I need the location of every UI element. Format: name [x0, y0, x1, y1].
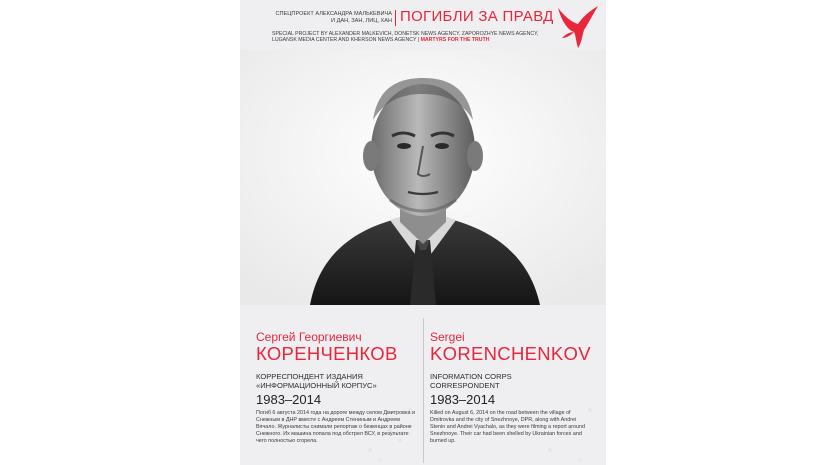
role-en-line-2: CORRESPONDENT — [430, 381, 500, 390]
first-name-ru: Сергей Георгиевич — [256, 330, 362, 344]
header-divider — [395, 10, 396, 26]
last-name-ru: КОРЕНЧЕНКОВ — [256, 343, 398, 364]
role-ru-line-1: КОРРЕСПОНДЕНТ ИЗДАНИЯ — [256, 372, 363, 381]
project-en-line-1: SPECIAL PROJECT BY ALEXANDER MALKEVICH, DONETSK NEWS AGENCY, ZAPOROZHYE NEWS AGENCY, — [272, 31, 539, 37]
last-name-en: KORENCHENKOV — [430, 343, 591, 364]
bio-en: Killed on August 6, 2014 on the road between the village of Dmitrovka and the city of Snezhnoye, DPR, along with Andrei Stenin and Andrei Vyachalo, as they were filming a report around Snezhnoye. Their car had been shelled by Ukrainian forces and burned up. — [430, 410, 586, 444]
project-line-1: СПЕЦПРОЕКТ АЛЕКСАНДРА МАЛЬКЕВИЧА — [275, 11, 392, 17]
bio-ru: Погиб 6 августа 2014 года на дороге между селом Дмитровка и Снежным в ДНР вместе с Андреем Стениным и Андреем Вячало. Журналисты снимали репортаж о беженцах в районе Снежного. Их машина попала под обстрел ВСУ, в результате чего полностью сгорела. — [256, 410, 415, 444]
years-ru: 1983–2014 — [256, 392, 322, 407]
project-en-line-2: LUGANSK MEDIA CENTER AND KHERSON NEWS AGENCY | — [272, 37, 420, 44]
memorial-card — [240, 0, 606, 465]
header — [240, 0, 606, 48]
russian-column — [256, 330, 426, 390]
bird-icon — [552, 4, 600, 50]
role-ru-line-2: «ИНФОРМАЦИОННЫЙ КОРПУС» — [256, 381, 377, 390]
project-en-highlight: MARTYRS FOR THE TRUTH — [420, 37, 490, 44]
project-description-ru — [272, 11, 392, 24]
role-ru — [256, 372, 426, 390]
english-column — [430, 330, 595, 390]
project-line-2: И ДАН, ЗАН, ЛИЦ, ХАН — [331, 17, 392, 24]
first-name-en: Sergei — [430, 330, 465, 344]
years-en: 1983–2014 — [430, 392, 496, 407]
project-title: ПОГИБЛИ ЗА ПРАВД — [400, 8, 554, 25]
project-description-en — [272, 31, 572, 44]
portrait-photo — [240, 50, 606, 305]
role-en — [430, 372, 595, 390]
role-en-line-1: INFORMATION CORPS — [430, 372, 512, 381]
